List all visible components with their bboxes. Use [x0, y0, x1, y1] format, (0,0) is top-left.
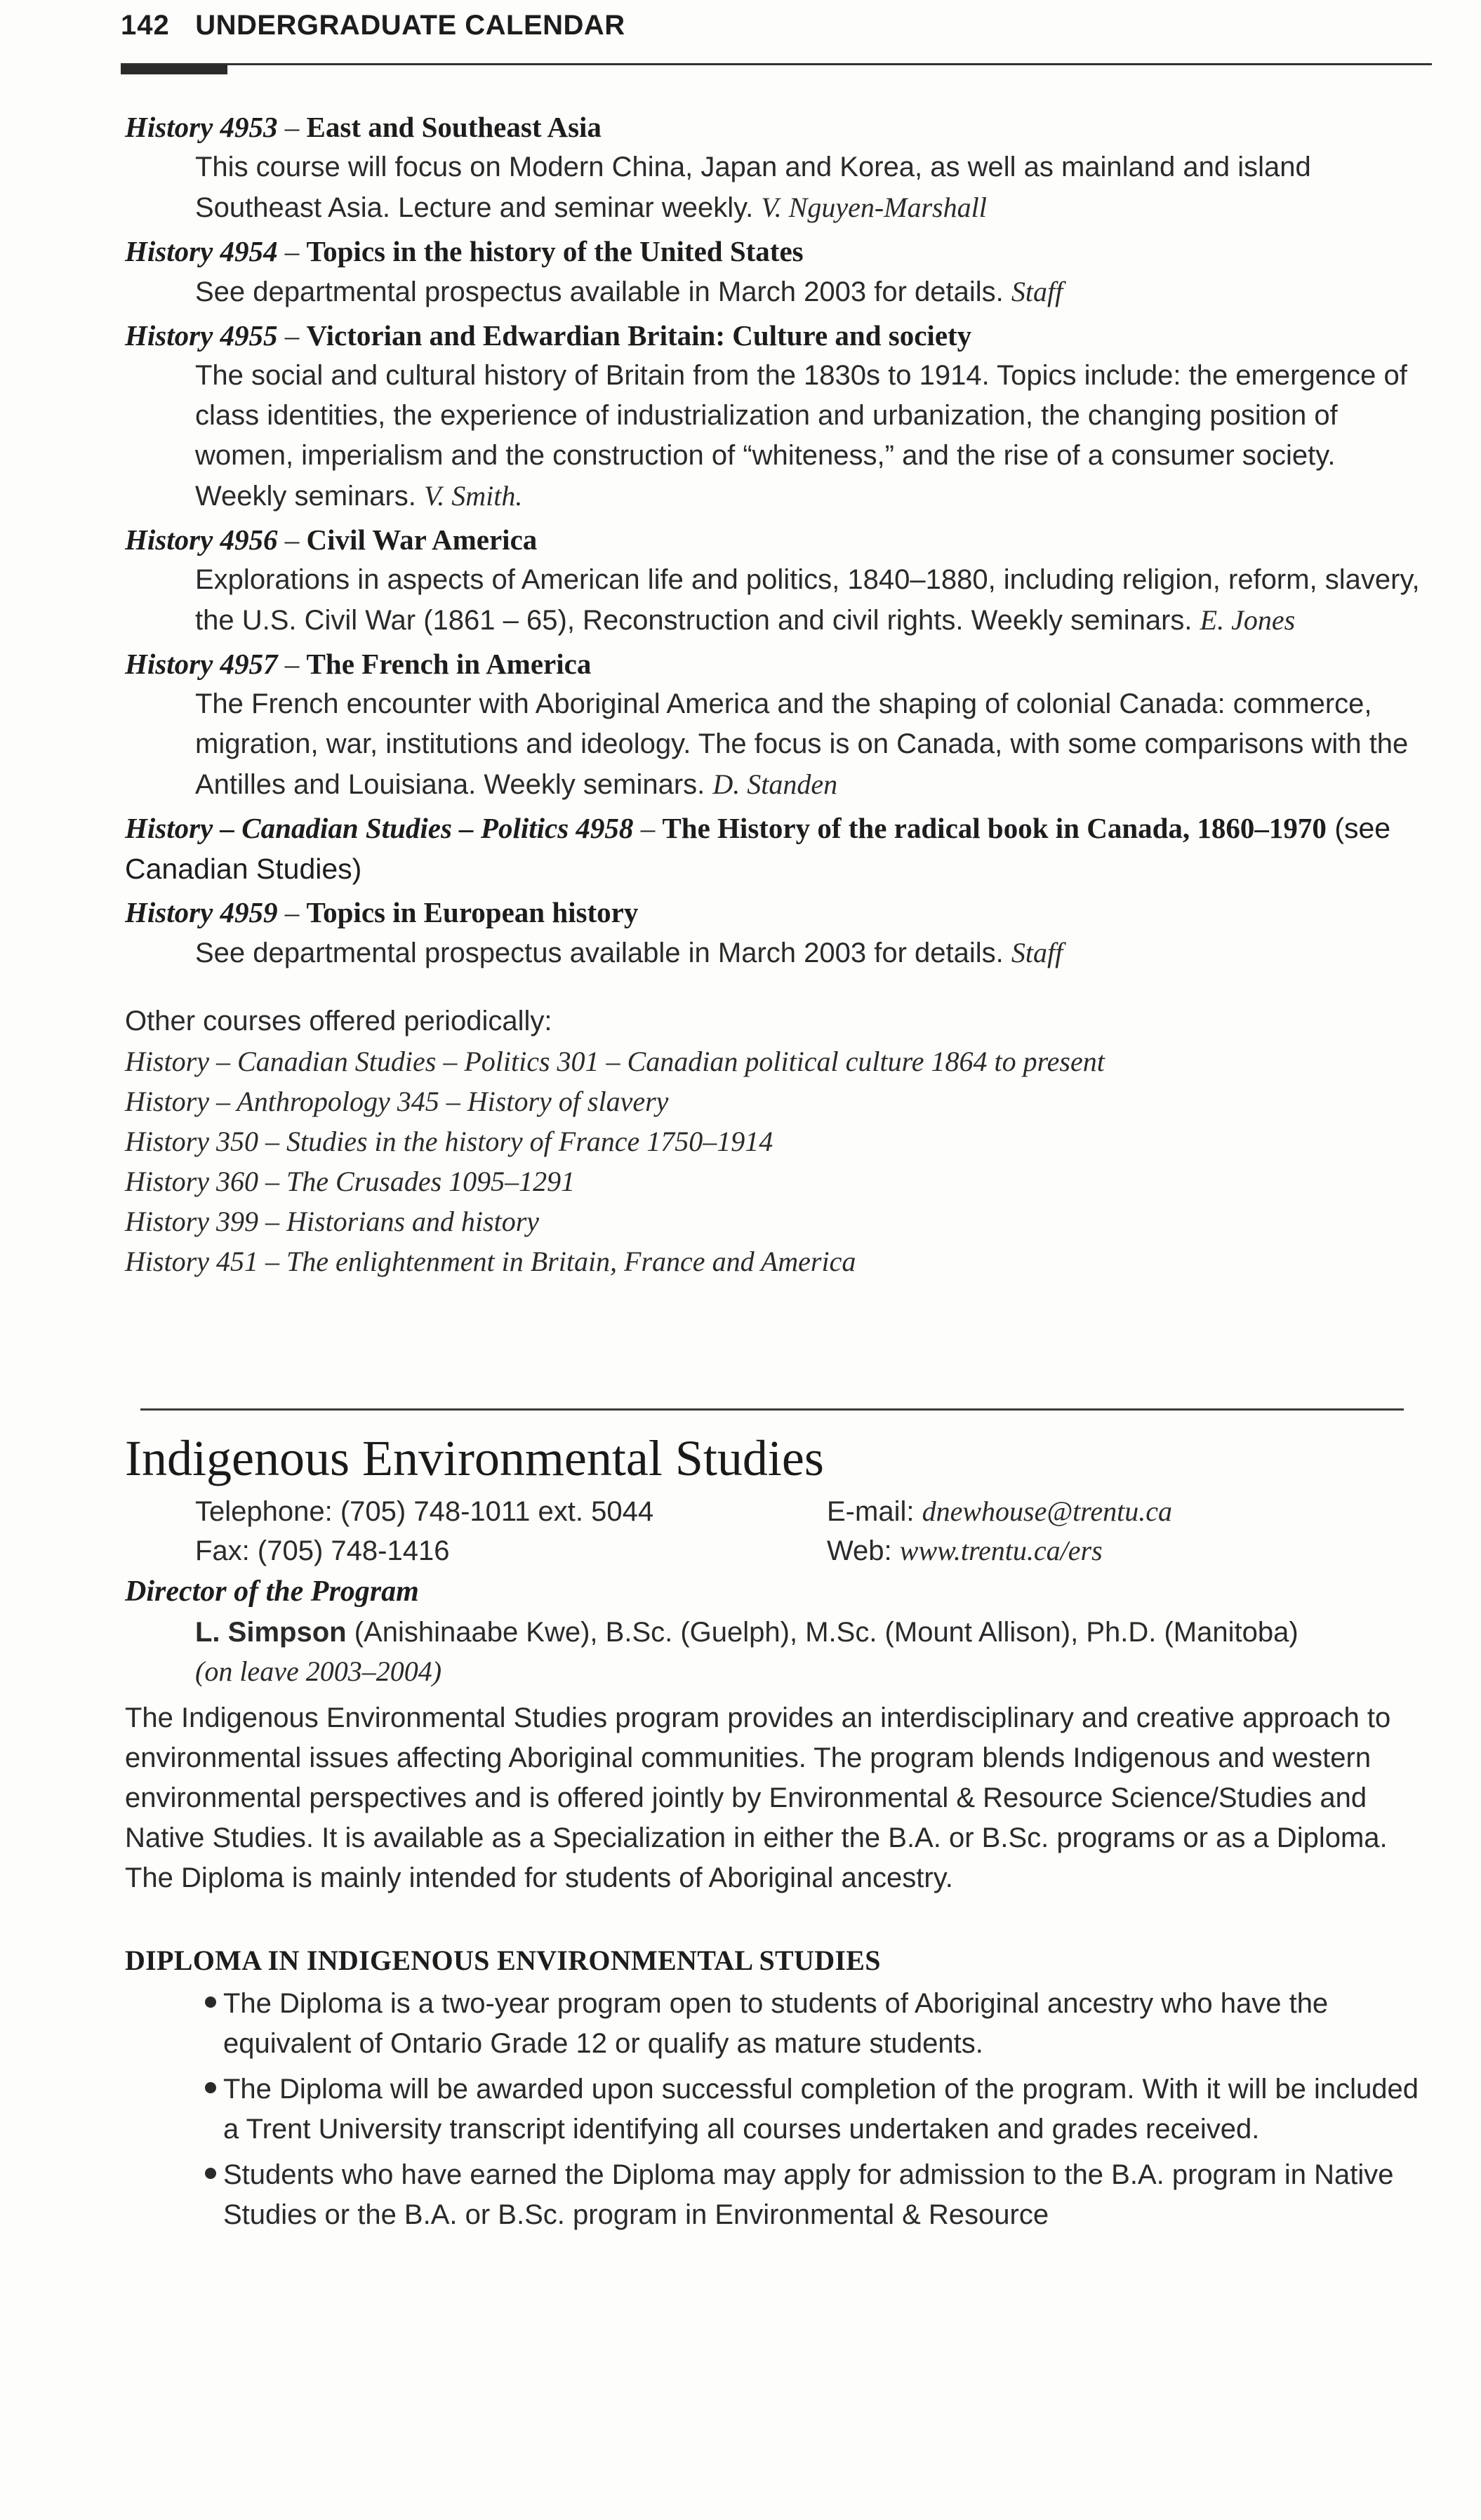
course-separator: –: [277, 111, 307, 143]
course-title: Victorian and Edwardian Britain: Culture and society: [306, 319, 972, 352]
program-intro: The Indigenous Environmental Studies program provides an interdisciplinary and creative approach to environmental issues affecting Aboriginal communities. The program blends Indigenous and western environmental perspectives and is offered jointly by Environmental & Resource Science/Studies and Native Studies. It is available as a Specialization in either the B.A. or B.Sc. programs or as a Diploma. The Diploma is mainly intended for students of Aboriginal ancestry.: [125, 1702, 1391, 1893]
course-description: [195, 933, 1430, 973]
diploma-bullet: [223, 2069, 1430, 2149]
course-instructor: Staff: [1011, 937, 1063, 968]
course-description-text: See departmental prospectus available in March 2003 for details.: [195, 938, 1011, 968]
course-entry: [125, 315, 1430, 516]
course-code: History 4953: [125, 111, 278, 143]
course-title: East and Southeast Asia: [306, 111, 602, 143]
course-title: The History of the radical book in Canada, 1860–1970: [662, 812, 1327, 844]
running-header: [121, 10, 1432, 41]
course-code: History 4956: [125, 524, 278, 556]
course-separator: –: [277, 319, 307, 352]
course-heading: [125, 892, 1430, 933]
web-label: Web:: [827, 1535, 892, 1566]
course-entry: [125, 808, 1430, 889]
course-separator: –: [277, 896, 307, 928]
course-description: [195, 272, 1430, 312]
running-title: UNDERGRADUATE CALENDAR: [195, 10, 625, 41]
other-courses-lead: Other courses offered periodically:: [125, 1006, 552, 1036]
indigenous-environmental-studies-section: [125, 1425, 1430, 2241]
course-listing: [125, 107, 1430, 1281]
course-entry: [125, 892, 1430, 973]
page-number: 142: [121, 10, 170, 41]
header-rule: [121, 63, 1432, 65]
course-instructor: V. Smith.: [424, 480, 523, 512]
course-description: [195, 684, 1430, 805]
section-title: Indigenous Environmental Studies: [125, 1430, 824, 1486]
director-leave-note: (on leave 2003–2004): [195, 1655, 442, 1687]
other-course-item: History – Anthropology 345 – History of slavery: [125, 1086, 669, 1117]
section-divider: [140, 1408, 1404, 1411]
other-courses: [125, 1001, 1430, 1281]
course-code: History 4955: [125, 319, 278, 352]
course-description: [195, 147, 1430, 228]
diploma-bullet-list: [125, 1984, 1430, 2235]
course-separator: –: [633, 812, 663, 844]
course-instructor: D. Standen: [712, 768, 838, 800]
course-code: History – Canadian Studies – Politics 4958: [125, 812, 634, 844]
course-description-text: The social and cultural history of Britain from the 1830s to 1914. Topics include: the emergence of class identities, the experience of industrialization and urbanization, the changing position of women, imperialism and the construction of “whiteness,” and the rise of a consumer society. Weekly seminars.: [195, 360, 1407, 512]
course-separator: –: [277, 524, 307, 556]
course-code: History 4959: [125, 896, 278, 928]
course-entry: [125, 644, 1430, 805]
course-entry: [125, 231, 1430, 312]
course-title: Topics in European history: [306, 896, 639, 928]
other-course-item: History 399 – Historians and history: [125, 1206, 540, 1237]
diploma-bullet: [223, 1984, 1430, 2064]
course-separator: –: [277, 648, 307, 680]
course-heading: [125, 808, 1430, 889]
course-heading: [125, 231, 1430, 272]
course-heading: [125, 644, 1430, 684]
course-description: [195, 560, 1430, 641]
email-link[interactable]: dnewhouse@trentu.ca: [922, 1495, 1172, 1527]
course-description-text: See departmental prospectus available in March 2003 for details.: [195, 276, 1011, 307]
telephone-value: (705) 748-1011 ext. 5044: [340, 1496, 654, 1527]
other-course-item: History 360 – The Crusades 1095–1291: [125, 1166, 576, 1197]
other-course-item: History – Canadian Studies – Politics 301 – Canadian political culture 1864 to present: [125, 1046, 1105, 1077]
director-credentials: (Anishinaabe Kwe), B.Sc. (Guelph), M.Sc. (Mount Allison), Ph.D. (Manitoba): [346, 1617, 1299, 1648]
course-description: [195, 356, 1430, 516]
web-line: [827, 1531, 1459, 1571]
course-heading: [125, 107, 1430, 147]
director-entry: [195, 1613, 1430, 1691]
course-cross-ref: (see Canadian Studies): [125, 812, 1391, 885]
course-heading: [125, 519, 1430, 560]
bullet-icon: [205, 1996, 216, 2008]
course-description-text: The French encounter with Aboriginal America and the shaping of colonial Canada: commerce, migration, war, institutions and ideology. The focus is on Canada, with some comparisons with the Antilles and Louisiana. Weekly seminars.: [195, 688, 1409, 800]
email-line: [827, 1492, 1459, 1531]
header-rule-accent: [121, 65, 227, 74]
diploma-heading: DIPLOMA IN INDIGENOUS ENVIRONMENTAL STUDIES: [125, 1945, 881, 1976]
bullet-icon: [205, 2168, 216, 2179]
fax-label: Fax:: [195, 1535, 250, 1566]
course-title: The French in America: [306, 648, 592, 680]
diploma-bullet: [223, 2155, 1430, 2235]
course-heading: [125, 315, 1430, 356]
course-instructor: Staff: [1011, 276, 1063, 307]
director-name: L. Simpson: [195, 1617, 347, 1648]
diploma-bullet-text: Students who have earned the Diploma may apply for admission to the B.A. program in Native Studies or the B.A. or B.Sc. program in Environmental & Resource: [223, 2159, 1394, 2230]
course-separator: –: [277, 235, 307, 267]
email-label: E-mail:: [827, 1496, 915, 1527]
bullet-icon: [205, 2082, 216, 2093]
telephone-label: Telephone:: [195, 1496, 333, 1527]
fax-value: (705) 748-1416: [257, 1535, 450, 1566]
course-title: Topics in the history of the United States: [306, 235, 804, 267]
diploma-bullet-text: The Diploma is a two-year program open to students of Aboriginal ancestry who have the equivalent of Ontario Grade 12 or qualify as mature students.: [223, 1988, 1329, 2059]
course-code: History 4954: [125, 235, 278, 267]
web-link[interactable]: www.trentu.ca/ers: [899, 1535, 1103, 1566]
course-title: Civil War America: [306, 524, 538, 556]
fax-line: [195, 1531, 827, 1571]
course-description-text: Explorations in aspects of American life and politics, 1840–1880, including religion, reform, slavery, the U.S. Civil War (1861 – 65), Reconstruction and civil rights. Weekly seminars.: [195, 564, 1420, 636]
course-instructor: E. Jones: [1200, 604, 1296, 636]
diploma-bullet-text: The Diploma will be awarded upon successful completion of the program. With it will be included a Trent University transcript identifying all courses undertaken and grades received.: [223, 2074, 1419, 2145]
other-course-item: History 451 – The enlightenment in Britain, France and America: [125, 1246, 856, 1277]
other-course-item: History 350 – Studies in the history of France 1750–1914: [125, 1126, 773, 1157]
telephone-line: [195, 1492, 827, 1531]
course-code: History 4957: [125, 648, 278, 680]
course-description-text: This course will focus on Modern China, Japan and Korea, as well as mainland and island Southeast Asia. Lecture and seminar weekly.: [195, 152, 1311, 223]
course-entry: [125, 107, 1430, 228]
course-instructor: V. Nguyen-Marshall: [761, 192, 987, 223]
contact-info: [195, 1492, 1430, 1571]
course-entry: [125, 519, 1430, 641]
director-heading: Director of the Program: [125, 1575, 419, 1608]
